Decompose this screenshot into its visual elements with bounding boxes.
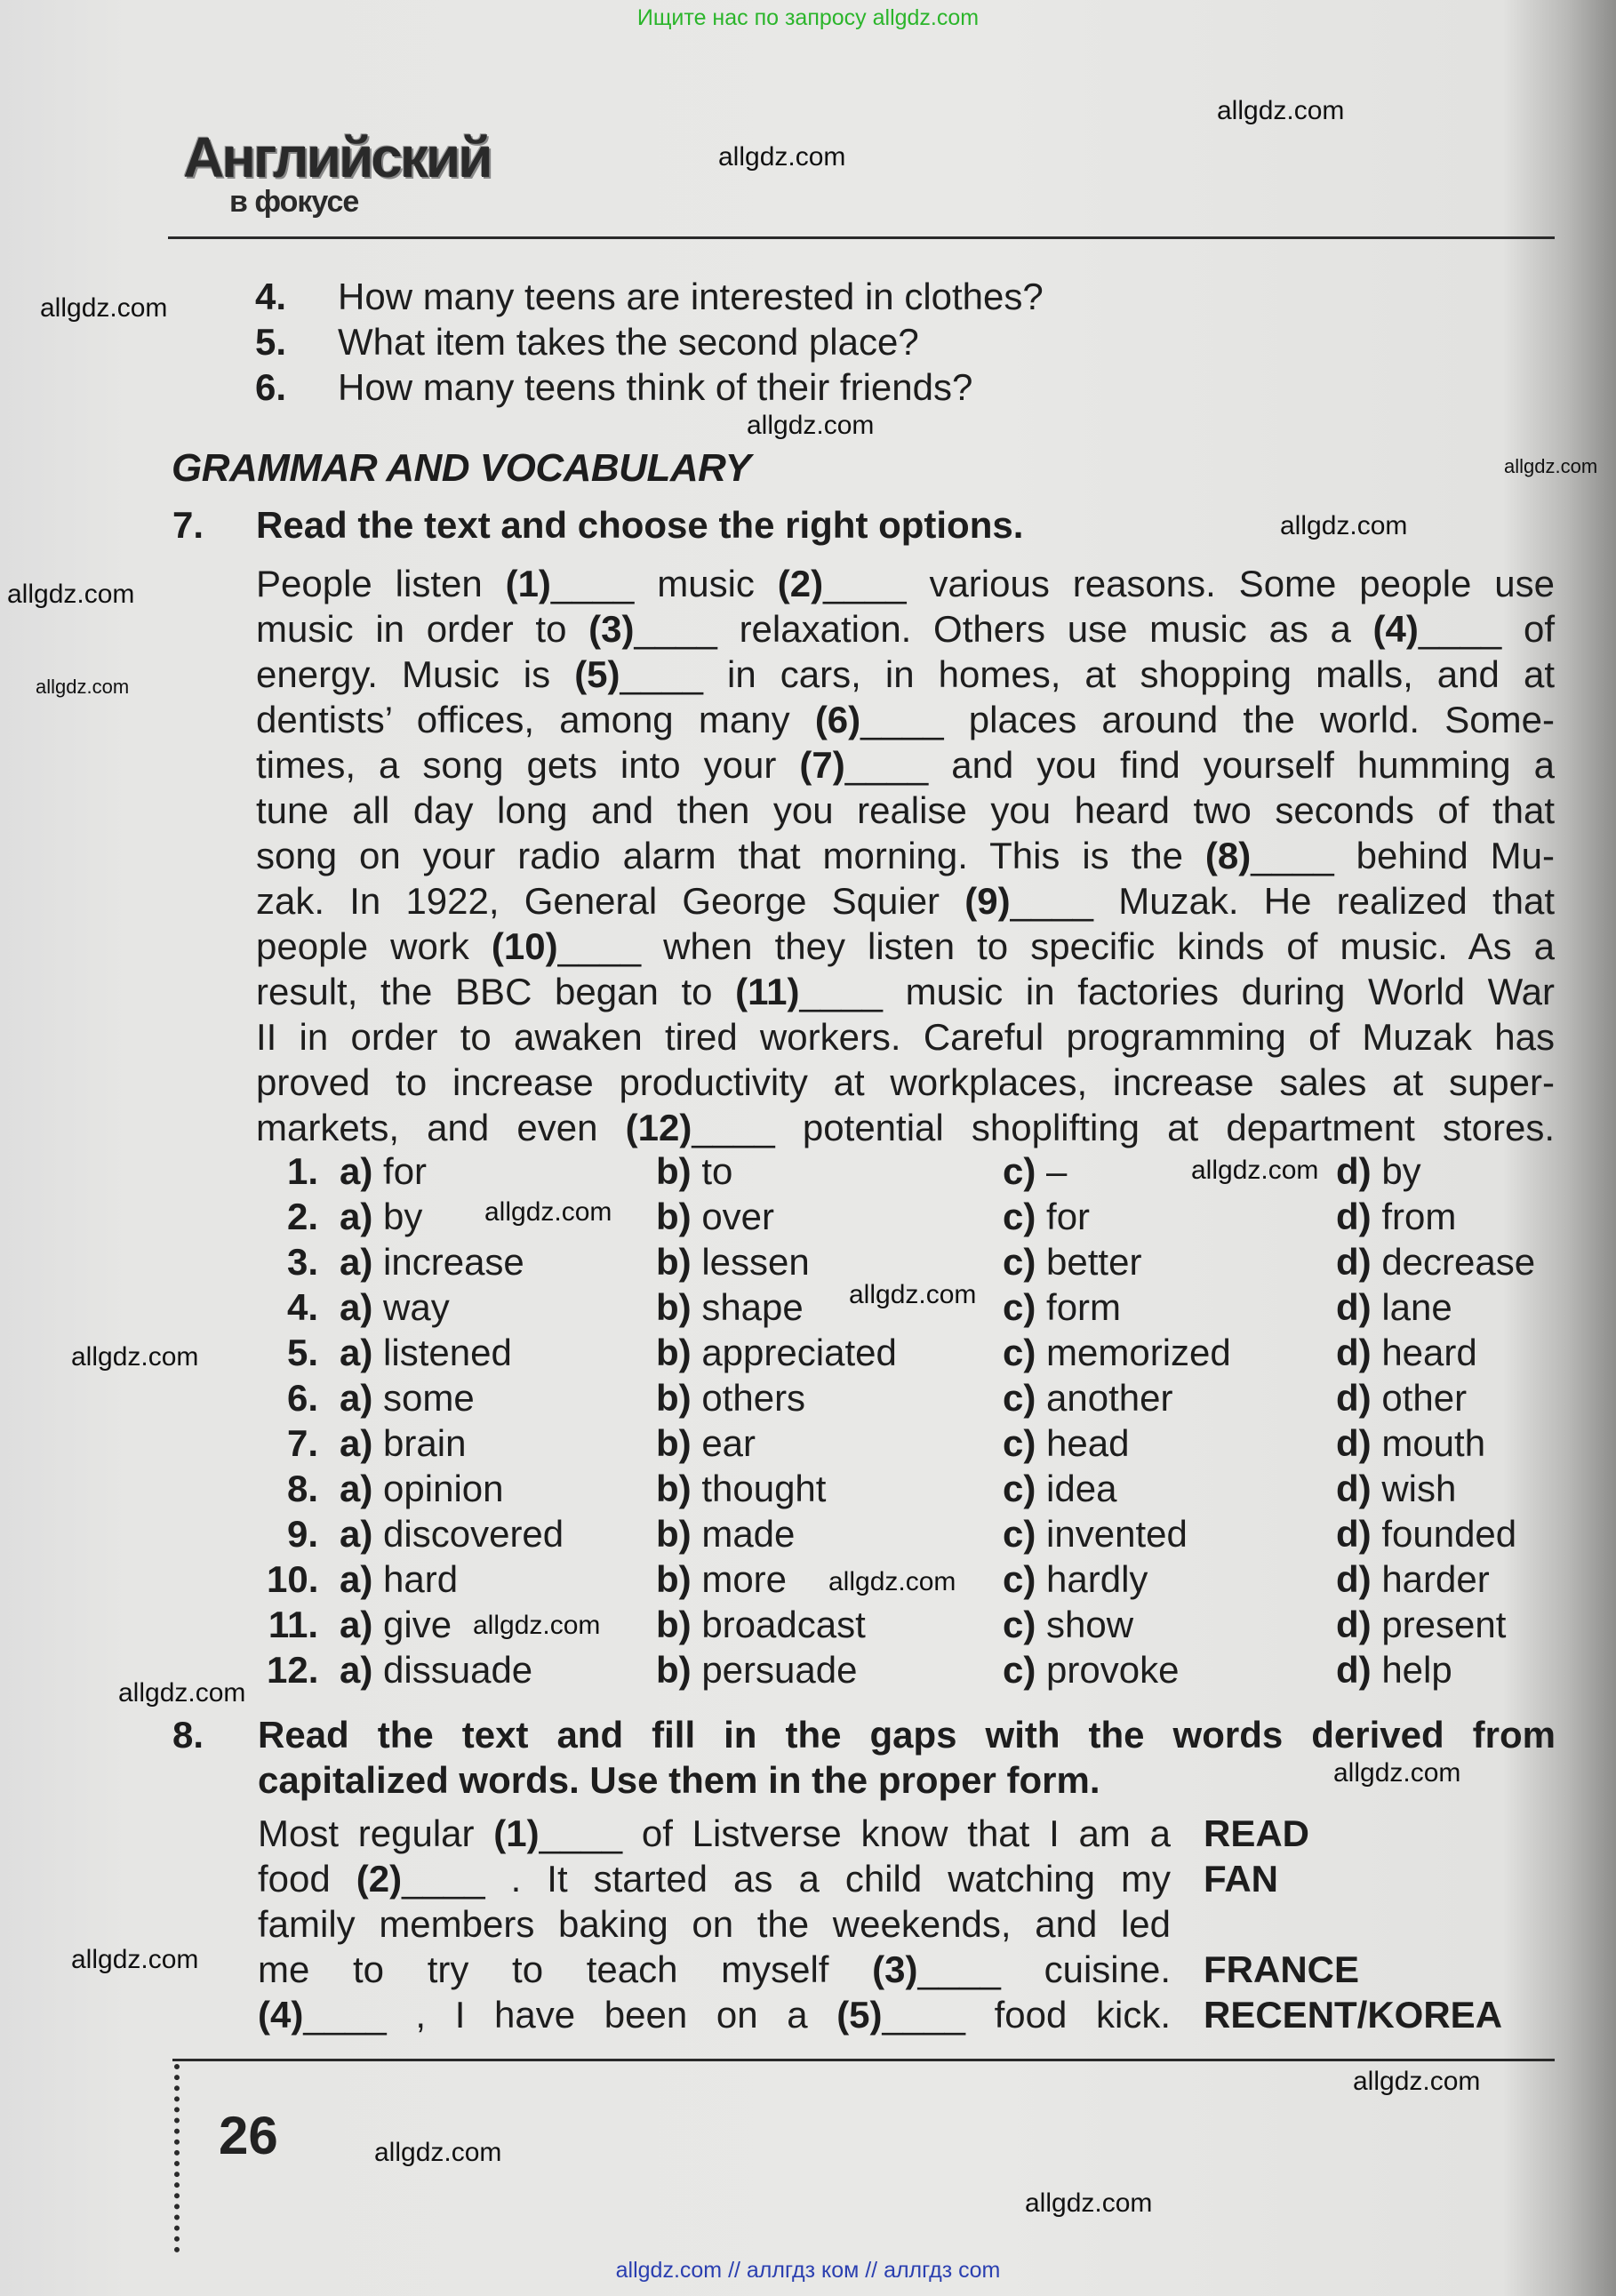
option-value: thought: [701, 1468, 827, 1509]
paragraph-line: zak. In 1922, General George Squier (9)____ Muzak. He realized that: [256, 880, 1556, 922]
gap-number: (5): [836, 1994, 883, 2036]
watermark: allgdz.com: [849, 1280, 977, 1309]
option-number: 2.: [286, 1196, 318, 1237]
paragraph-line: dentists’ offices, among many (6)____ places around the world. Some-: [256, 699, 1555, 740]
paragraph-line: times, a song gets into your (7)____ and you find yourself humming a: [256, 744, 1555, 786]
option-label: c): [1003, 1196, 1036, 1237]
option-row: [0, 1239, 1616, 1284]
option-a[interactable]: [340, 1148, 427, 1194]
option-value: decrease: [1381, 1241, 1536, 1283]
gap-number: (2): [356, 1858, 403, 1900]
bottom-banner: allgdz.com // аллгдз ком // аллгдз com: [615, 2258, 1001, 2283]
option-d[interactable]: [1336, 1330, 1477, 1375]
option-a[interactable]: [340, 1375, 475, 1420]
paragraph-line: People listen (1)____ music (2)____ various reasons. Some people use: [256, 563, 1555, 604]
option-value: increase: [383, 1241, 524, 1283]
option-c[interactable]: [1003, 1420, 1129, 1466]
option-row: [0, 1148, 1616, 1194]
gap-number: (9): [964, 880, 1011, 922]
option-row: [0, 1420, 1616, 1466]
exercise7-number: 7.: [172, 504, 204, 546]
option-value: help: [1381, 1649, 1452, 1691]
option-label: b): [656, 1558, 692, 1600]
option-number: 1.: [286, 1150, 318, 1192]
option-label: d): [1336, 1604, 1372, 1645]
option-a[interactable]: [340, 1602, 452, 1647]
option-b[interactable]: [656, 1647, 857, 1692]
option-value: lane: [1381, 1286, 1452, 1328]
paragraph-line: people work (10)____ when they listen to specific kinds of music. As a: [256, 925, 1556, 967]
paragraph-line: proved to increase productivity at workplaces, increase sales at super-: [256, 1061, 1555, 1103]
option-a[interactable]: [340, 1239, 524, 1284]
watermark: allgdz.com: [828, 1567, 956, 1596]
option-c[interactable]: [1003, 1284, 1121, 1330]
paragraph-line: markets, and even (12)____ potential shoplifting at department stores.: [256, 1107, 1555, 1148]
option-b[interactable]: [656, 1420, 756, 1466]
gap-number: (1): [493, 1812, 540, 1854]
option-label: b): [656, 1150, 692, 1192]
option-number: 9.: [286, 1513, 318, 1555]
option-b[interactable]: [656, 1194, 774, 1239]
option-number: 8.: [286, 1468, 318, 1509]
option-label: c): [1003, 1332, 1036, 1373]
watermark: allgdz.com: [1504, 455, 1598, 477]
option-a[interactable]: [340, 1330, 512, 1375]
page-number: 26: [219, 2106, 278, 2165]
option-d[interactable]: [1336, 1284, 1452, 1330]
option-row: [0, 1375, 1616, 1420]
option-value: appreciated: [701, 1332, 897, 1373]
question-number: 6.: [255, 366, 287, 408]
option-label: c): [1003, 1558, 1036, 1600]
option-row: [0, 1511, 1616, 1556]
option-value: hard: [383, 1558, 459, 1600]
option-value: form: [1046, 1286, 1122, 1328]
option-value: better: [1046, 1241, 1142, 1283]
watermark: allgdz.com: [1280, 511, 1408, 540]
option-value: another: [1046, 1377, 1173, 1419]
option-value: for: [1046, 1196, 1091, 1237]
option-label: d): [1336, 1150, 1372, 1192]
option-d[interactable]: [1336, 1420, 1485, 1466]
option-value: wish: [1381, 1468, 1457, 1509]
option-d[interactable]: [1336, 1194, 1456, 1239]
option-value: made: [701, 1513, 796, 1555]
option-label: b): [656, 1513, 692, 1555]
option-value: discovered: [383, 1513, 564, 1555]
option-label: a): [340, 1558, 373, 1600]
option-label: b): [656, 1196, 692, 1237]
option-label: d): [1336, 1558, 1372, 1600]
option-label: d): [1336, 1468, 1372, 1509]
option-value: dissuade: [383, 1649, 533, 1691]
option-value: for: [383, 1150, 428, 1192]
option-label: c): [1003, 1150, 1036, 1192]
option-label: a): [340, 1332, 373, 1373]
option-label: d): [1336, 1241, 1372, 1283]
option-row: [0, 1330, 1616, 1375]
option-value: present: [1381, 1604, 1507, 1645]
watermark: allgdz.com: [1333, 1758, 1461, 1788]
option-value: others: [701, 1377, 806, 1419]
option-row: [0, 1556, 1616, 1602]
option-label: a): [340, 1468, 373, 1509]
option-number: 7.: [286, 1422, 318, 1464]
option-a[interactable]: [340, 1194, 422, 1239]
option-value: provoke: [1046, 1649, 1180, 1691]
option-label: a): [340, 1286, 373, 1328]
option-c[interactable]: [1003, 1194, 1090, 1239]
watermark: allgdz.com: [1353, 2067, 1481, 2096]
option-number: 5.: [286, 1332, 318, 1373]
option-label: a): [340, 1150, 373, 1192]
option-value: memorized: [1046, 1332, 1231, 1373]
gap-number: (12): [625, 1107, 692, 1148]
exercise8-number: 8.: [172, 1714, 204, 1756]
paragraph-line: music in order to (3)____ relaxation. Others use music as a (4)____ of: [256, 608, 1555, 650]
option-label: d): [1336, 1649, 1372, 1691]
gap-number: (6): [814, 699, 861, 740]
option-number: 10.: [267, 1558, 319, 1600]
option-d[interactable]: [1336, 1511, 1516, 1556]
option-label: b): [656, 1649, 692, 1691]
exercise8-task-line: capitalized words. Use them in the proper form.: [258, 1759, 1100, 1801]
option-a[interactable]: [340, 1647, 532, 1692]
option-a[interactable]: [340, 1284, 450, 1330]
option-label: c): [1003, 1604, 1036, 1645]
question-text: How many teens are interested in clothes?: [338, 276, 1044, 317]
option-b[interactable]: [656, 1511, 795, 1556]
option-value: by: [383, 1196, 423, 1237]
watermark: allgdz.com: [484, 1197, 612, 1227]
gap-number: (2): [777, 563, 824, 604]
gap-number: (4): [1372, 608, 1419, 650]
option-label: b): [656, 1286, 692, 1328]
footer-dotted-line: [174, 2064, 180, 2252]
option-number: 4.: [286, 1286, 318, 1328]
option-value: shape: [701, 1286, 804, 1328]
option-b[interactable]: [656, 1602, 866, 1647]
logo-title: Английский: [183, 125, 491, 189]
option-number: 3.: [286, 1241, 318, 1283]
option-b[interactable]: [656, 1148, 732, 1194]
option-label: d): [1336, 1196, 1372, 1237]
gap-number: (3): [872, 1948, 918, 1990]
option-value: –: [1046, 1150, 1068, 1192]
watermark: allgdz.com: [118, 1678, 246, 1708]
option-label: c): [1003, 1377, 1036, 1419]
option-d[interactable]: [1336, 1602, 1506, 1647]
option-value: founded: [1381, 1513, 1517, 1555]
option-row: [0, 1194, 1616, 1239]
option-c[interactable]: [1003, 1239, 1141, 1284]
option-value: by: [1381, 1150, 1421, 1192]
textbook-logo: [183, 125, 491, 219]
watermark: allgdz.com: [747, 411, 875, 440]
option-d[interactable]: [1336, 1239, 1535, 1284]
option-d[interactable]: [1336, 1556, 1490, 1602]
watermark: allgdz.com: [36, 676, 130, 698]
option-value: more: [701, 1558, 788, 1600]
option-value: to: [701, 1150, 733, 1192]
option-a[interactable]: [340, 1420, 466, 1466]
exercise8-task-line: Read the text and fill in the gaps with the words derived from: [258, 1714, 1556, 1756]
option-b[interactable]: [656, 1239, 810, 1284]
option-label: c): [1003, 1649, 1036, 1691]
gap-number: (3): [588, 608, 635, 650]
question-number: 5.: [255, 321, 287, 363]
option-d[interactable]: [1336, 1647, 1452, 1692]
option-b[interactable]: [656, 1284, 804, 1330]
option-value: listened: [383, 1332, 512, 1373]
option-c[interactable]: [1003, 1330, 1231, 1375]
option-label: d): [1336, 1286, 1372, 1328]
watermark: allgdz.com: [40, 293, 168, 323]
option-label: b): [656, 1377, 692, 1419]
question-text: How many teens think of their friends?: [338, 366, 973, 408]
gap-number: (5): [574, 653, 620, 695]
option-row: [0, 1602, 1616, 1647]
watermark: allgdz.com: [374, 2138, 502, 2167]
option-label: d): [1336, 1332, 1372, 1373]
paragraph-line: result, the BBC began to (11)____ music in factories during World War: [256, 971, 1556, 1012]
gap-number: (4): [258, 1994, 304, 2036]
capitalized-word: READ: [1204, 1812, 1310, 1854]
option-c[interactable]: [1003, 1148, 1067, 1194]
gap-number: (10): [491, 925, 558, 967]
option-a[interactable]: [340, 1511, 564, 1556]
option-value: hardly: [1046, 1558, 1148, 1600]
option-value: way: [383, 1286, 450, 1328]
watermark: allgdz.com: [7, 580, 135, 609]
option-d[interactable]: [1336, 1148, 1421, 1194]
option-value: lessen: [701, 1241, 810, 1283]
option-c[interactable]: [1003, 1647, 1179, 1692]
option-value: other: [1381, 1377, 1468, 1419]
option-value: ear: [701, 1422, 756, 1464]
option-b[interactable]: [656, 1556, 787, 1602]
option-a[interactable]: [340, 1556, 458, 1602]
option-label: c): [1003, 1241, 1036, 1283]
option-label: c): [1003, 1286, 1036, 1328]
watermark: allgdz.com: [1217, 96, 1345, 125]
question-text: What item takes the second place?: [338, 321, 919, 363]
option-label: b): [656, 1422, 692, 1464]
option-value: give: [383, 1604, 452, 1645]
option-value: brain: [383, 1422, 467, 1464]
option-c[interactable]: [1003, 1511, 1188, 1556]
option-label: a): [340, 1649, 373, 1691]
option-c[interactable]: [1003, 1375, 1172, 1420]
option-label: a): [340, 1422, 373, 1464]
option-label: a): [340, 1377, 373, 1419]
option-row: [0, 1284, 1616, 1330]
option-value: harder: [1381, 1558, 1490, 1600]
gap-number: (7): [799, 744, 845, 786]
watermark: allgdz.com: [71, 1945, 199, 1974]
option-b[interactable]: [656, 1330, 897, 1375]
watermark: allgdz.com: [1025, 2188, 1153, 2218]
option-label: b): [656, 1241, 692, 1283]
option-a[interactable]: [340, 1466, 504, 1511]
gap-number: (11): [735, 971, 800, 1012]
watermark: allgdz.com: [1191, 1156, 1319, 1185]
option-label: d): [1336, 1422, 1372, 1464]
option-value: opinion: [383, 1468, 504, 1509]
option-value: from: [1381, 1196, 1457, 1237]
paragraph-line: II in order to awaken tired workers. Careful programming of Muzak has: [256, 1016, 1555, 1058]
option-value: invented: [1046, 1513, 1188, 1555]
paragraph-line: food (2)____ . It started as a child watching my: [258, 1858, 1171, 1900]
option-number: 6.: [286, 1377, 318, 1419]
option-value: show: [1046, 1604, 1134, 1645]
gap-number: (8): [1204, 835, 1252, 876]
capitalized-word: RECENT/KOREA: [1204, 1994, 1503, 2036]
capitalized-word: FRANCE: [1204, 1948, 1359, 1990]
option-value: heard: [1381, 1332, 1477, 1373]
option-label: a): [340, 1604, 373, 1645]
option-label: c): [1003, 1422, 1036, 1464]
watermark: allgdz.com: [473, 1611, 601, 1640]
option-c[interactable]: [1003, 1556, 1148, 1602]
option-b[interactable]: [656, 1466, 826, 1511]
search-banner: Ищите нас по запросу allgdz.com: [636, 5, 980, 30]
option-value: some: [383, 1377, 475, 1419]
option-label: b): [656, 1604, 692, 1645]
option-row: [0, 1466, 1616, 1511]
option-d[interactable]: [1336, 1466, 1456, 1511]
paragraph-line: song on your radio alarm that morning. This is the (8)____ behind Mu-: [256, 835, 1555, 876]
paragraph-line: (4)____ , I have been on a (5)____ food kick.: [258, 1994, 1171, 2036]
option-label: c): [1003, 1513, 1036, 1555]
option-label: a): [340, 1196, 373, 1237]
option-value: persuade: [701, 1649, 858, 1691]
gap-number: (1): [505, 563, 551, 604]
paragraph-line: tune all day long and then you realise you heard two seconds of that: [256, 789, 1555, 831]
option-label: b): [656, 1332, 692, 1373]
option-number: 11.: [268, 1604, 318, 1645]
option-c[interactable]: [1003, 1602, 1133, 1647]
option-value: mouth: [1381, 1422, 1486, 1464]
option-c[interactable]: [1003, 1466, 1116, 1511]
section-heading: GRAMMAR AND VOCABULARY: [172, 446, 751, 490]
paragraph-line: Most regular (1)____ of Listverse know that I am a: [258, 1812, 1172, 1854]
option-label: a): [340, 1241, 373, 1283]
option-value: over: [701, 1196, 775, 1237]
question-number: 4.: [255, 276, 287, 317]
option-label: d): [1336, 1377, 1372, 1419]
paragraph-line: energy. Music is (5)____ in cars, in homes, at shopping malls, and at: [256, 653, 1555, 695]
option-value: head: [1046, 1422, 1130, 1464]
option-label: c): [1003, 1468, 1036, 1509]
header-rule: [168, 236, 1555, 239]
option-d[interactable]: [1336, 1375, 1467, 1420]
option-value: idea: [1046, 1468, 1117, 1509]
option-label: b): [656, 1468, 692, 1509]
logo-subtitle: в фокусе: [229, 185, 359, 219]
watermark: allgdz.com: [71, 1342, 199, 1372]
option-label: a): [340, 1513, 373, 1555]
exercise7-task: Read the text and choose the right options.: [256, 504, 1024, 546]
watermark: allgdz.com: [718, 142, 846, 172]
capitalized-word: FAN: [1204, 1858, 1278, 1900]
option-b[interactable]: [656, 1375, 805, 1420]
option-label: d): [1336, 1513, 1372, 1555]
option-number: 12.: [267, 1649, 319, 1691]
paragraph-line: family members baking on the weekends, and led: [258, 1903, 1171, 1945]
paragraph-line: me to try to teach myself (3)____ cuisine.: [258, 1948, 1171, 1990]
footer-rule: [172, 2059, 1555, 2061]
option-value: broadcast: [701, 1604, 866, 1645]
